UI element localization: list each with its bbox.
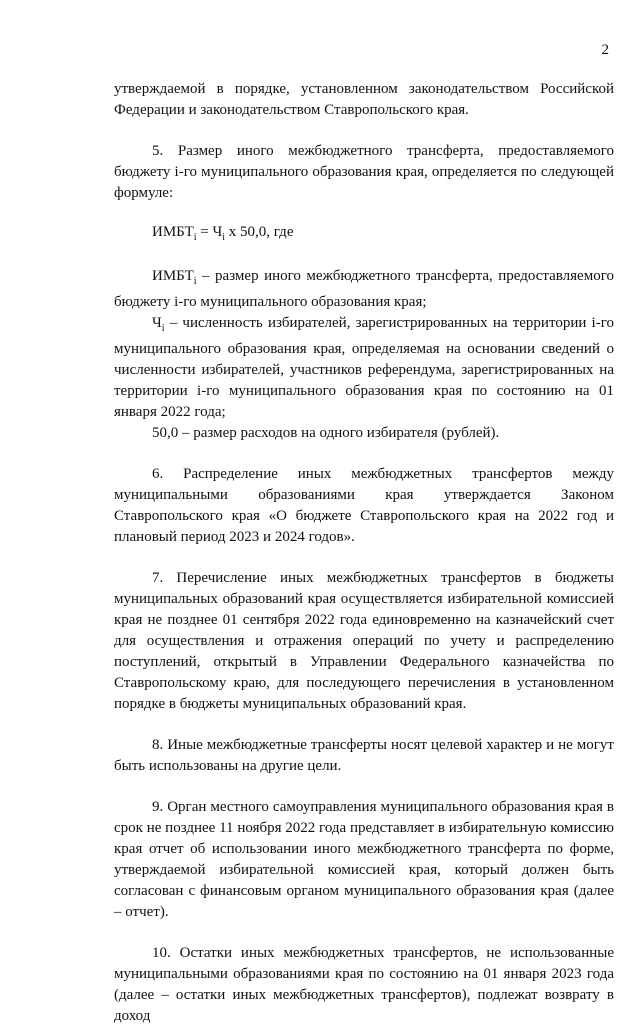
paragraph-9: 9. Орган местного самоуправления муниципального образования края в срок не позднее 11 ноября 2022 года представляет в избирательную комиссию края отчет об использовании иного межбюджетного трансферта по форме, утверждаемой избирательной комиссией края, который должен быть согласован с финансовым органом муниципального образования края (далее – отчет). — [114, 799, 614, 920]
paragraph-intro: утверждаемой в порядке, установленном законодательством Российской Федерации и законодательством Ставропольского края. — [114, 81, 614, 118]
formula-term: ИМБТ — [152, 224, 194, 240]
formula-rest: х 50,0, где — [225, 224, 294, 240]
definition-imbt-text: – размер иного межбюджетного трансферта, предоставляемого бюджету i-го муниципального образования края; — [114, 268, 614, 310]
definition-imbt-subscript: i — [193, 276, 197, 287]
document-body — [114, 79, 614, 1027]
definition-ch-term: Ч — [152, 315, 162, 331]
paragraph-8: 8. Иные межбюджетные трансферты носят целевой характер и не могут быть использованы на другие цели. — [114, 737, 614, 774]
definition-rate: 50,0 – размер расходов на одного избирателя (рублей). — [152, 425, 500, 441]
formula — [114, 222, 614, 248]
formula-subscript: i — [193, 232, 197, 243]
page-number: 2 — [601, 42, 609, 58]
paragraph-5: 5. Размер иного межбюджетного трансферта, предоставляемого бюджету i-го муниципального образования края, определяется по следующей формуле: — [114, 143, 614, 201]
definition-imbt-term: ИМБТ — [152, 268, 194, 284]
definition-ch-subscript: i — [161, 323, 165, 334]
definition-ch — [114, 313, 614, 423]
formula-subscript-2: i — [222, 232, 226, 243]
definition-imbt — [114, 266, 614, 313]
paragraph-6: 6. Распределение иных межбюджетных трансфертов между муниципальными образованиями края утверждается Законом Ставропольского края «О бюджете Ставропольского края на 2022 год и плановый период 2023 и 2024 годов». — [114, 466, 614, 545]
formula-middle: = Ч — [196, 224, 223, 240]
paragraph-10: 10. Остатки иных межбюджетных трансфертов, не использованные муниципальными образованиями края по состоянию на 01 января 2023 года (далее – остатки иных межбюджетных трансфертов), подлежат возврату в доход — [114, 945, 614, 1024]
definition-ch-text: – численность избирателей, зарегистрированных на территории i-го муниципального образования края, определяемая на основании сведений о численности избирателей, участников референдума, зарегистрированных на территории i-го муниципального образования края по состоянию на 01 января 2022 года; — [114, 315, 614, 420]
paragraph-7: 7. Перечисление иных межбюджетных трансфертов в бюджеты муниципальных образований края осуществляется избирательной комиссией края не позднее 01 сентября 2022 года единовременно на казначейский счет для осуществления и отражения операций по учету и распределению поступлений, открытый в Управлении Федерального казначейства по Ставропольскому краю, для последующего перечисления в установленном порядке в бюджеты муниципальных образований края. — [114, 570, 614, 712]
